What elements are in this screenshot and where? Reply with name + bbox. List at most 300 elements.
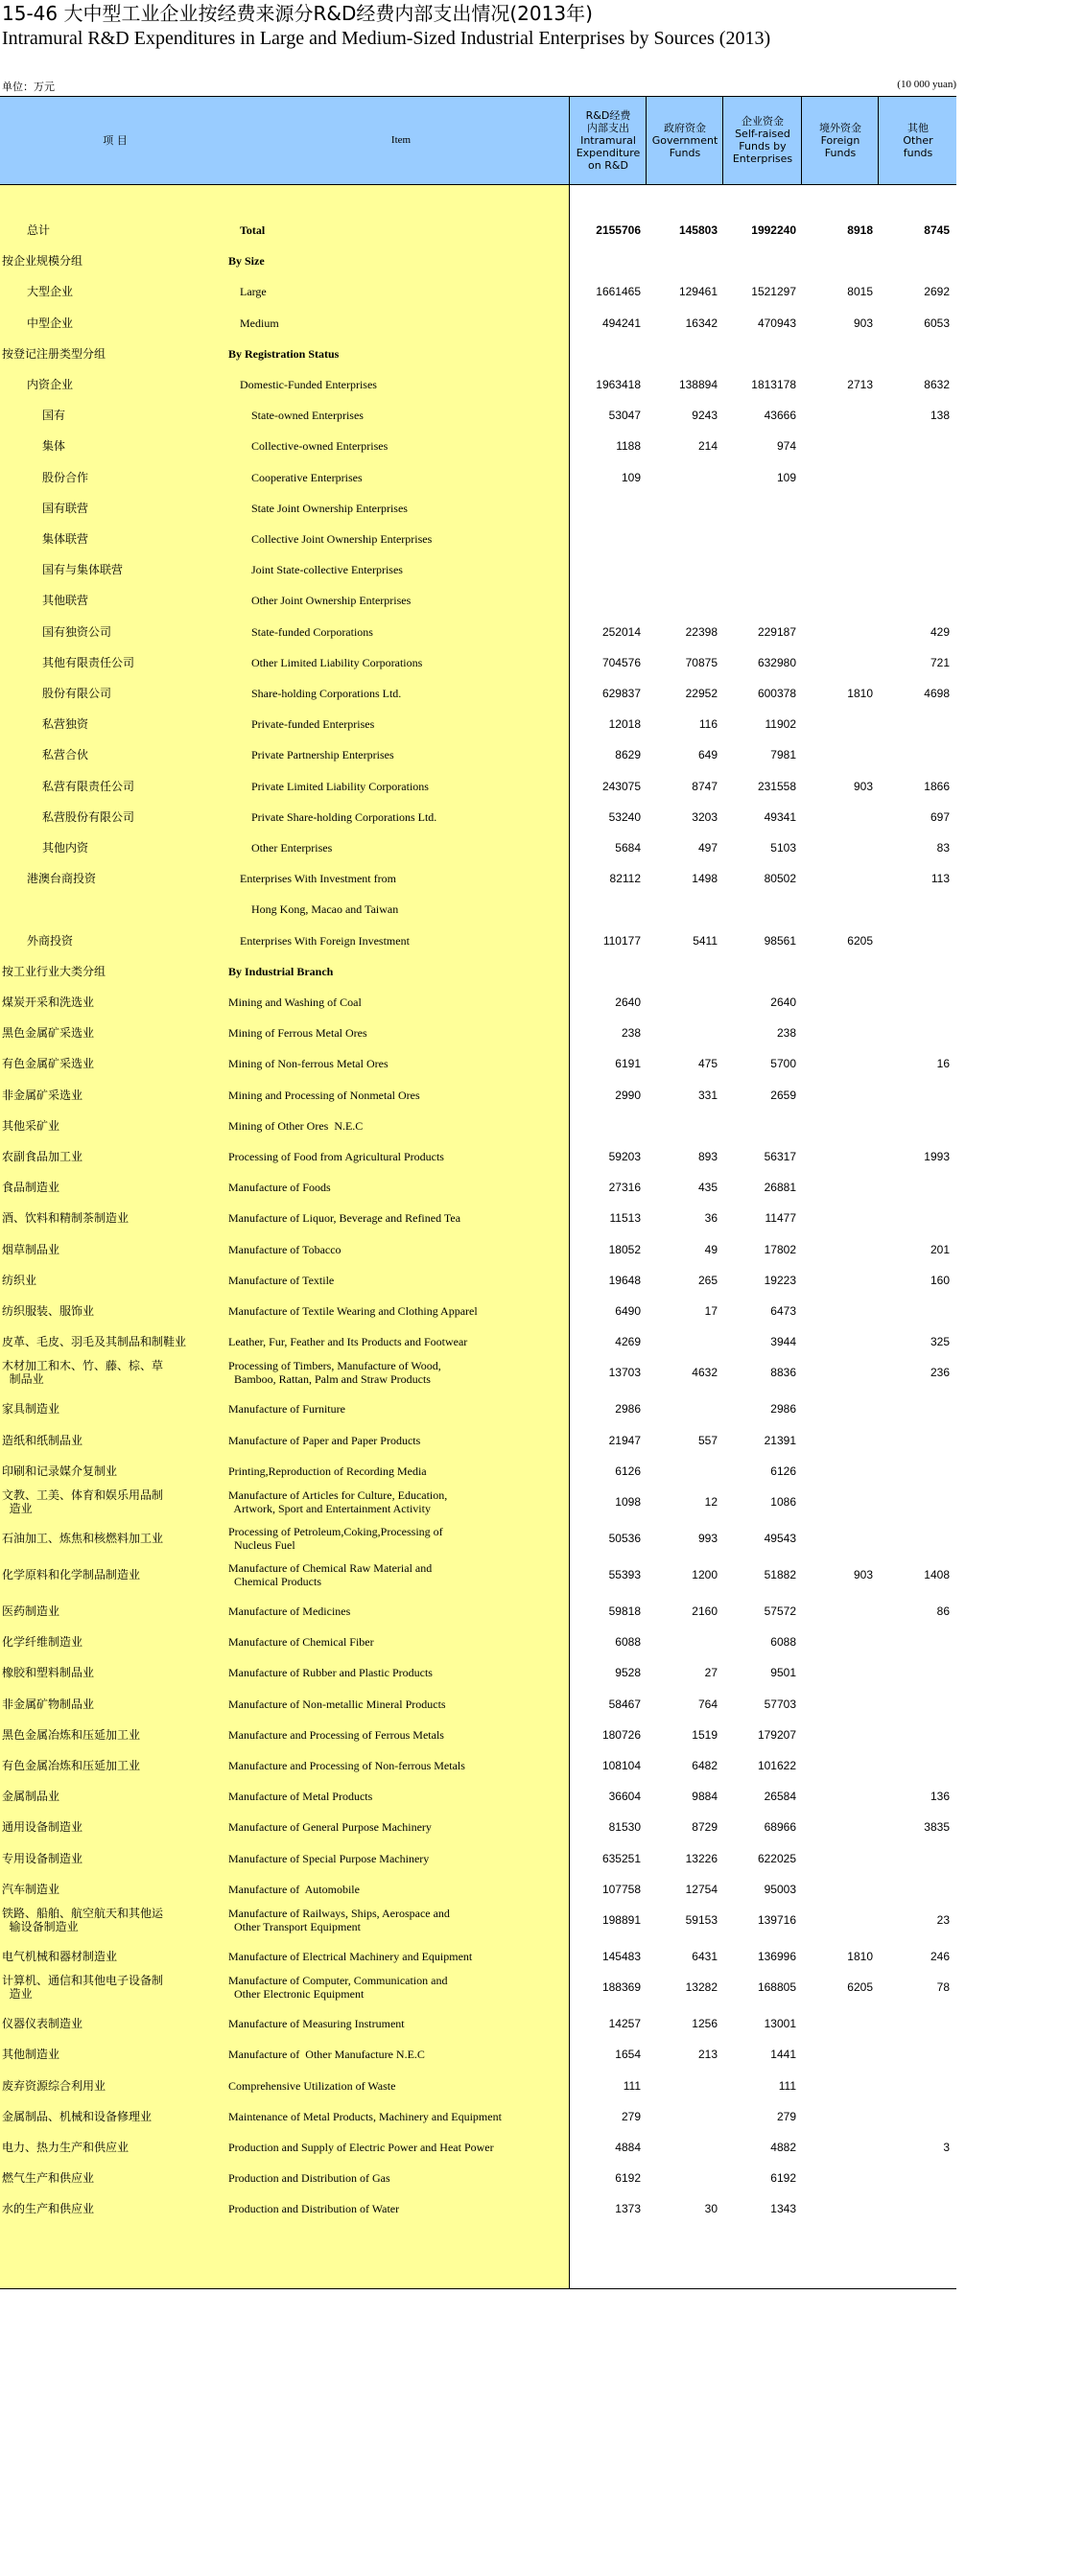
- table-row: [0, 1750, 956, 1781]
- cell-value-col1: 58467: [608, 1697, 641, 1711]
- cell-value-col1: 13703: [608, 1366, 641, 1380]
- cell-value-col5: [877, 1172, 950, 1203]
- row-label-english: Production and Distribution of Water: [228, 2202, 400, 2216]
- cell-value-col2: 9243: [692, 409, 718, 423]
- cell-value-col3: 109: [776, 470, 796, 484]
- row-label-english: Production and Supply of Electric Power and Heat Power: [228, 2140, 494, 2154]
- row-label-english: Other Limited Liability Corporations: [251, 655, 423, 669]
- cell-value-col2: 435: [697, 1181, 718, 1195]
- table-row: [0, 1456, 956, 1487]
- cell-value-col4: [800, 2039, 873, 2070]
- table-row: [0, 1902, 956, 1938]
- cell-value-col4: [800, 1296, 873, 1326]
- cell-value-col5: [877, 431, 950, 461]
- cell-value-col1: 2990: [615, 1088, 641, 1102]
- cell-value-col3: 13001: [764, 2017, 796, 2031]
- cell-value-col2: [645, 524, 718, 554]
- cell-value-col2: 13226: [685, 1851, 718, 1865]
- table-row: [0, 1842, 956, 1873]
- cell-value-col2: 22952: [685, 686, 718, 700]
- row-label-chinese: 其他采矿业: [2, 1118, 60, 1133]
- row-label-chinese: 印刷和记录媒介复制业: [2, 1464, 118, 1478]
- cell-value-col5: [877, 925, 950, 956]
- table-row: [0, 431, 956, 461]
- row-label-english: Manufacture of Liquor, Beverage and Refined Tea: [228, 1211, 461, 1226]
- row-label-chinese: 汽车制造业: [2, 1882, 60, 1896]
- table-row: [0, 2132, 956, 2163]
- cell-value-col3: 57703: [764, 1697, 796, 1711]
- cell-value-col2: 116: [698, 717, 718, 732]
- cell-value-col1: 53047: [608, 409, 641, 423]
- row-label-chinese: 国有: [42, 409, 66, 423]
- cell-value-col2: 59153: [685, 1912, 718, 1927]
- cell-value-col5: 1408: [924, 1567, 950, 1581]
- cell-value-col1: 55393: [608, 1567, 641, 1581]
- cell-value-col1: [568, 956, 641, 987]
- cell-value-col3: 470943: [757, 316, 796, 330]
- row-label-english: Manufacture of General Purpose Machinery: [228, 1820, 432, 1835]
- cell-value-col3: [723, 1111, 796, 1141]
- row-label-english: Manufacture of Railways, Ships, Aerospace and Other Transport Equipment: [228, 1906, 450, 1933]
- cell-value-col4: [800, 1203, 873, 1233]
- cell-value-col3: 6473: [770, 1303, 796, 1318]
- cell-value-col3: [723, 246, 796, 276]
- row-label-english: Manufacture of Chemical Fiber: [228, 1635, 374, 1650]
- row-label-chinese: 其他联营: [42, 594, 89, 608]
- row-label-english: Cooperative Enterprises: [251, 470, 363, 484]
- cell-value-col4: [800, 462, 873, 493]
- cell-value-col2: [645, 2132, 718, 2163]
- cell-value-col2: 3203: [692, 809, 718, 824]
- cell-value-col3: 51882: [764, 1567, 796, 1581]
- cell-value-col1: 1963418: [596, 377, 641, 391]
- table-row: [0, 462, 956, 493]
- cell-value-col2: 70875: [685, 655, 718, 669]
- row-label-english: Maintenance of Metal Products, Machinery and Equipment: [228, 2109, 502, 2123]
- row-label-english: Enterprises With Foreign Investment: [240, 933, 410, 948]
- table-row: [0, 215, 956, 246]
- row-label-english: Processing of Timbers, Manufacture of Wood, Bamboo, Rattan, Palm and Straw Products: [228, 1359, 441, 1387]
- row-label-chinese: 私营有限责任公司: [42, 779, 135, 793]
- cell-value-col4: [800, 1234, 873, 1265]
- column-divider-4: [878, 96, 879, 184]
- cell-value-col4: [800, 1456, 873, 1487]
- cell-value-col3: 57572: [764, 1604, 796, 1618]
- cell-value-col1: 252014: [601, 624, 641, 639]
- row-label-chinese: 金属制品业: [2, 1790, 60, 1804]
- row-label-chinese: 皮革、毛皮、羽毛及其制品和制鞋业: [2, 1335, 187, 1349]
- row-label-chinese: 造纸和纸制品业: [2, 1433, 83, 1447]
- row-label-english: Printing,Reproduction of Recording Media: [228, 1464, 427, 1478]
- row-label-english: Collective Joint Ownership Enterprises: [251, 531, 433, 546]
- cell-value-col2: [645, 1456, 718, 1487]
- cell-value-col3: 6088: [770, 1635, 796, 1650]
- cell-value-col5: [877, 585, 950, 616]
- table-row: [0, 308, 956, 339]
- row-label-english: Manufacture of Textile: [228, 1273, 335, 1287]
- table-row: [0, 2070, 956, 2100]
- row-label-chinese: 农副食品加工业: [2, 1149, 83, 1163]
- row-label-chinese: 家具制造业: [2, 1402, 60, 1417]
- cell-value-col5: 138: [930, 409, 950, 423]
- row-label-english: Comprehensive Utilization of Waste: [228, 2078, 396, 2093]
- cell-value-col5: 16: [936, 1057, 950, 1071]
- cell-value-col2: 129461: [678, 285, 718, 299]
- cell-value-col3: 279: [776, 2109, 796, 2123]
- row-label-chinese: 化学原料和化学制品制造业: [2, 1567, 141, 1581]
- table-row: [0, 276, 956, 307]
- cell-value-col3: 19223: [764, 1273, 796, 1287]
- cell-value-col2: 9884: [692, 1790, 718, 1804]
- row-label-chinese: 私营股份有限公司: [42, 809, 135, 824]
- table-row: [0, 2101, 956, 2132]
- row-label-english: Manufacture of Electrical Machinery and Equipment: [228, 1949, 473, 1963]
- cell-value-col1: 279: [621, 2109, 641, 2123]
- cell-value-col5: [877, 1874, 950, 1905]
- cell-value-col5: [877, 1018, 950, 1048]
- row-label-chinese: 铁路、船舶、航空航天和其他运 输设备制造业: [2, 1906, 164, 1933]
- cell-value-col4: [800, 1393, 873, 1424]
- cell-value-col4: 6205: [847, 1980, 873, 1995]
- header-government-funds: 政府资金 Government Funds: [651, 121, 718, 159]
- row-label-english: By Size: [228, 254, 265, 269]
- cell-value-col4: [800, 2193, 873, 2224]
- cell-value-col4: [800, 1842, 873, 1873]
- row-label-english: Manufacture of Furniture: [228, 1402, 345, 1417]
- cell-value-col3: 6192: [770, 2171, 796, 2186]
- cell-value-col5: [877, 709, 950, 739]
- row-label-english: Domestic-Funded Enterprises: [240, 377, 377, 391]
- cell-value-col3: 238: [776, 1026, 796, 1041]
- cell-value-col4: 8015: [847, 285, 873, 299]
- table-row: [0, 863, 956, 894]
- row-label-chinese: 总计: [27, 222, 51, 237]
- header-item-english: Item: [390, 133, 412, 146]
- cell-value-col2: 27: [704, 1666, 718, 1680]
- table-row: [0, 1520, 956, 1557]
- cell-value-col4: [800, 524, 873, 554]
- cell-value-col3: 2659: [770, 1088, 796, 1102]
- column-divider-3: [801, 96, 802, 184]
- cell-value-col5: [877, 246, 950, 276]
- cell-value-col4: [800, 1141, 873, 1172]
- cell-value-col1: [568, 1111, 641, 1141]
- row-label-english: Processing of Food from Agricultural Products: [228, 1149, 444, 1163]
- cell-value-col3: 3944: [770, 1335, 796, 1349]
- row-label-chinese: 黑色金属冶炼和压延加工业: [2, 1727, 141, 1742]
- unit-label-chinese: 单位：万元: [2, 81, 55, 93]
- cell-value-col1: [568, 339, 641, 369]
- table-row: [0, 1627, 956, 1657]
- table-row: [0, 1080, 956, 1111]
- row-label-chinese: 有色金属矿采选业: [2, 1057, 95, 1071]
- cell-value-col1: 12018: [608, 717, 641, 732]
- cell-value-col3: [723, 956, 796, 987]
- row-label-chinese: 专用设备制造业: [2, 1851, 83, 1865]
- cell-value-col3: 632980: [757, 655, 796, 669]
- cell-value-col5: [877, 524, 950, 554]
- cell-value-col2: 8747: [692, 779, 718, 793]
- cell-value-col5: [877, 1484, 950, 1520]
- table-row: [0, 400, 956, 431]
- table-row: [0, 1874, 956, 1905]
- row-label-chinese: 仪器仪表制造业: [2, 2017, 83, 2031]
- table-row: [0, 647, 956, 678]
- data-table: [0, 96, 956, 2292]
- table-row: [0, 1781, 956, 1812]
- cell-value-col4: [800, 1018, 873, 1048]
- cell-value-col2: 49: [704, 1242, 718, 1256]
- cell-value-col5: [877, 1393, 950, 1424]
- row-label-english: Production and Distribution of Gas: [228, 2171, 390, 2186]
- cell-value-col4: [800, 493, 873, 524]
- cell-value-col2: 16342: [685, 316, 718, 330]
- cell-value-col1: 494241: [601, 316, 641, 330]
- row-label-english: Manufacture of Metal Products: [228, 1790, 373, 1804]
- cell-value-col2: [645, 339, 718, 369]
- cell-value-col2: 13282: [685, 1980, 718, 1995]
- cell-value-col1: 629837: [601, 686, 641, 700]
- table-row: [0, 2039, 956, 2070]
- cell-value-col1: 145483: [601, 1949, 641, 1963]
- cell-value-col2: 557: [697, 1433, 718, 1447]
- cell-value-col1: 243075: [601, 779, 641, 793]
- cell-value-col5: [877, 1657, 950, 1688]
- cell-value-col1: 5684: [615, 840, 641, 855]
- cell-value-col5: [877, 2101, 950, 2132]
- cell-value-col5: [877, 1296, 950, 1326]
- cell-value-col4: [800, 863, 873, 894]
- cell-value-col3: [723, 585, 796, 616]
- row-label-chinese: 中型企业: [27, 316, 74, 330]
- header-self-raised-funds: 企业资金 Self-raised Funds by Enterprises: [732, 115, 793, 165]
- cell-value-col1: 109: [621, 470, 641, 484]
- cell-value-col3: 49341: [764, 809, 796, 824]
- row-label-english: Manufacture of Rubber and Plastic Products: [228, 1666, 433, 1680]
- cell-value-col5: [877, 1520, 950, 1557]
- row-label-chinese: 通用设备制造业: [2, 1820, 83, 1835]
- row-label-chinese: 其他制造业: [2, 2048, 60, 2062]
- row-label-english: Manufacture of Medicines: [228, 1604, 351, 1618]
- cell-value-col3: 4882: [770, 2140, 796, 2154]
- cell-value-col5: 429: [930, 624, 950, 639]
- cell-value-col3: 1521297: [751, 285, 796, 299]
- cell-value-col1: 107758: [601, 1882, 641, 1896]
- cell-value-col5: [877, 2163, 950, 2193]
- cell-value-col4: [800, 1627, 873, 1657]
- cell-value-col3: [723, 339, 796, 369]
- cell-value-col3: 5700: [770, 1057, 796, 1071]
- cell-value-col3: 56317: [764, 1149, 796, 1163]
- cell-value-col4: [800, 246, 873, 276]
- cell-value-col5: 236: [930, 1366, 950, 1380]
- cell-value-col1: 53240: [608, 809, 641, 824]
- cell-value-col2: 6431: [692, 1949, 718, 1963]
- cell-value-col4: 903: [853, 1567, 873, 1581]
- cell-value-col2: [645, 2101, 718, 2132]
- cell-value-col3: 2986: [770, 1402, 796, 1417]
- table-row: [0, 246, 956, 276]
- row-label-chinese: 非金属矿采选业: [2, 1088, 83, 1102]
- row-label-chinese: 集体联营: [42, 531, 89, 546]
- row-label-english: Manufacture of Other Manufacture N.E.C: [228, 2048, 425, 2062]
- row-label-english: By Industrial Branch: [228, 964, 334, 978]
- cell-value-col2: 12: [704, 1494, 718, 1509]
- row-label-chinese: 黑色金属矿采选业: [2, 1026, 95, 1041]
- row-label-chinese: 纺织业: [2, 1273, 37, 1287]
- row-label-chinese: 废弃资源综合利用业: [2, 2078, 106, 2093]
- row-label-english: Manufacture of Textile Wearing and Clothing Apparel: [228, 1303, 478, 1318]
- row-label-english: By Registration Status: [228, 346, 340, 361]
- table-row: [0, 1354, 956, 1391]
- cell-value-col1: 198891: [601, 1912, 641, 1927]
- cell-value-col5: [877, 2039, 950, 2070]
- cell-value-col5: [877, 1688, 950, 1719]
- cell-value-col3: 229187: [757, 624, 796, 639]
- cell-value-col2: 2160: [692, 1604, 718, 1618]
- cell-value-col3: 6126: [770, 1464, 796, 1478]
- cell-value-col4: [800, 647, 873, 678]
- row-label-english: Manufacture of Non-metallic Mineral Products: [228, 1697, 446, 1711]
- cell-value-col3: [723, 493, 796, 524]
- table-row: [0, 369, 956, 400]
- row-label-chinese: 煤炭开采和洗选业: [2, 995, 95, 1009]
- cell-value-col5: [877, 1424, 950, 1455]
- row-label-english: State-funded Corporations: [251, 624, 373, 639]
- table-row: [0, 925, 956, 956]
- cell-value-col2: [645, 894, 718, 925]
- cell-value-col4: 1810: [847, 686, 873, 700]
- cell-value-col1: 19648: [608, 1273, 641, 1287]
- cell-value-col2: 22398: [685, 624, 718, 639]
- cell-value-col2: 893: [697, 1149, 718, 1163]
- cell-value-col3: 26881: [764, 1181, 796, 1195]
- cell-value-col5: 1866: [924, 779, 950, 793]
- cell-value-col3: 7981: [770, 748, 796, 762]
- cell-value-col4: [800, 400, 873, 431]
- cell-value-col1: 1654: [615, 2048, 641, 2062]
- cell-value-col5: [877, 894, 950, 925]
- table-row: [0, 2008, 956, 2039]
- cell-value-col5: [877, 1111, 950, 1141]
- cell-value-col3: [723, 524, 796, 554]
- cell-value-col2: [645, 246, 718, 276]
- table-row: [0, 894, 956, 925]
- cell-value-col4: [800, 2132, 873, 2163]
- cell-value-col1: 59818: [608, 1604, 641, 1618]
- cell-value-col1: [568, 894, 641, 925]
- cell-value-col5: [877, 1750, 950, 1781]
- header-rd-expenditure: R&D经费 内部支出 Intramural Expenditure on R&D: [576, 108, 641, 172]
- cell-value-col3: [723, 894, 796, 925]
- cell-value-col1: [568, 524, 641, 554]
- row-label-english: Manufacture and Processing of Ferrous Metals: [228, 1727, 444, 1742]
- cell-value-col4: [800, 1424, 873, 1455]
- table-row: [0, 1296, 956, 1326]
- cell-value-col4: [800, 1520, 873, 1557]
- cell-value-col2: 17: [704, 1303, 718, 1318]
- row-label-english: Manufacture of Paper and Paper Products: [228, 1433, 421, 1447]
- cell-value-col1: 2986: [615, 1402, 641, 1417]
- cell-value-col4: 903: [853, 779, 873, 793]
- cell-value-col2: 36: [704, 1211, 718, 1226]
- cell-value-col5: [877, 1456, 950, 1487]
- table-row: [0, 1657, 956, 1688]
- cell-value-col1: 4884: [615, 2140, 641, 2154]
- row-label-english: State-owned Enterprises: [251, 409, 364, 423]
- cell-value-col1: 6490: [615, 1303, 641, 1318]
- table-row: [0, 493, 956, 524]
- cell-value-col4: [800, 1781, 873, 1812]
- cell-value-col3: 139716: [757, 1912, 796, 1927]
- row-label-english: Large: [240, 285, 267, 299]
- table-row: [0, 554, 956, 585]
- row-label-chinese: 文教、工美、体育和娱乐用品制 造业: [2, 1487, 164, 1515]
- cell-value-col3: 1813178: [751, 377, 796, 391]
- cell-value-col4: [800, 987, 873, 1018]
- row-label-chinese: 内资企业: [27, 377, 74, 391]
- cell-value-col3: 2640: [770, 995, 796, 1009]
- cell-value-col5: 6053: [924, 316, 950, 330]
- row-label-chinese: 有色金属冶炼和压延加工业: [2, 1758, 141, 1772]
- row-label-english: Total: [240, 222, 266, 237]
- row-label-chinese: 其他有限责任公司: [42, 655, 135, 669]
- cell-value-col1: 14257: [608, 2017, 641, 2031]
- cell-value-col3: 1343: [770, 2202, 796, 2216]
- unit-label-english: (10 000 yuan): [897, 79, 956, 90]
- cell-value-col1: 6191: [615, 1057, 641, 1071]
- row-label-english: Manufacture of Computer, Communication and Other Electronic Equipment: [228, 1974, 448, 2002]
- row-label-english: Manufacture of Chemical Raw Material and Chemical Products: [228, 1560, 433, 1588]
- cell-value-col3: 21391: [764, 1433, 796, 1447]
- cell-value-col2: [645, 956, 718, 987]
- cell-value-col4: 2713: [847, 377, 873, 391]
- cell-value-col4: [800, 2008, 873, 2039]
- cell-value-col5: 2692: [924, 285, 950, 299]
- cell-value-col2: 214: [697, 439, 718, 454]
- cell-value-col2: 12754: [685, 1882, 718, 1896]
- cell-value-col5: [877, 739, 950, 770]
- cell-value-col3: 231558: [757, 779, 796, 793]
- table-row: [0, 739, 956, 770]
- cell-value-col2: 475: [697, 1057, 718, 1071]
- cell-value-col4: [800, 1265, 873, 1296]
- cell-value-col5: 78: [936, 1980, 950, 1995]
- cell-value-col2: 145803: [678, 222, 718, 237]
- row-label-english: Manufacture of Foods: [228, 1181, 331, 1195]
- table-row: [0, 1688, 956, 1719]
- table-row: [0, 771, 956, 802]
- cell-value-col5: 3: [943, 2140, 950, 2154]
- row-label-chinese: 非金属矿物制品业: [2, 1697, 95, 1711]
- cell-value-col1: 180726: [601, 1727, 641, 1742]
- cell-value-col3: 5103: [770, 840, 796, 855]
- cell-value-col1: 188369: [601, 1980, 641, 1995]
- cell-value-col3: 43666: [764, 409, 796, 423]
- row-label-chinese: 酒、饮料和精制茶制造业: [2, 1211, 129, 1226]
- cell-value-col2: 6482: [692, 1758, 718, 1772]
- row-label-english: Enterprises With Investment from: [240, 872, 396, 886]
- cell-value-col1: 50536: [608, 1531, 641, 1545]
- cell-value-col1: 110177: [602, 933, 641, 948]
- cell-value-col5: [877, 987, 950, 1018]
- cell-value-col3: 168805: [757, 1980, 796, 1995]
- row-label-english: Hong Kong, Macao and Taiwan: [251, 902, 399, 917]
- table-row: [0, 1018, 956, 1048]
- table-row: [0, 2163, 956, 2193]
- cell-value-col4: [800, 1080, 873, 1111]
- cell-value-col5: 8632: [924, 377, 950, 391]
